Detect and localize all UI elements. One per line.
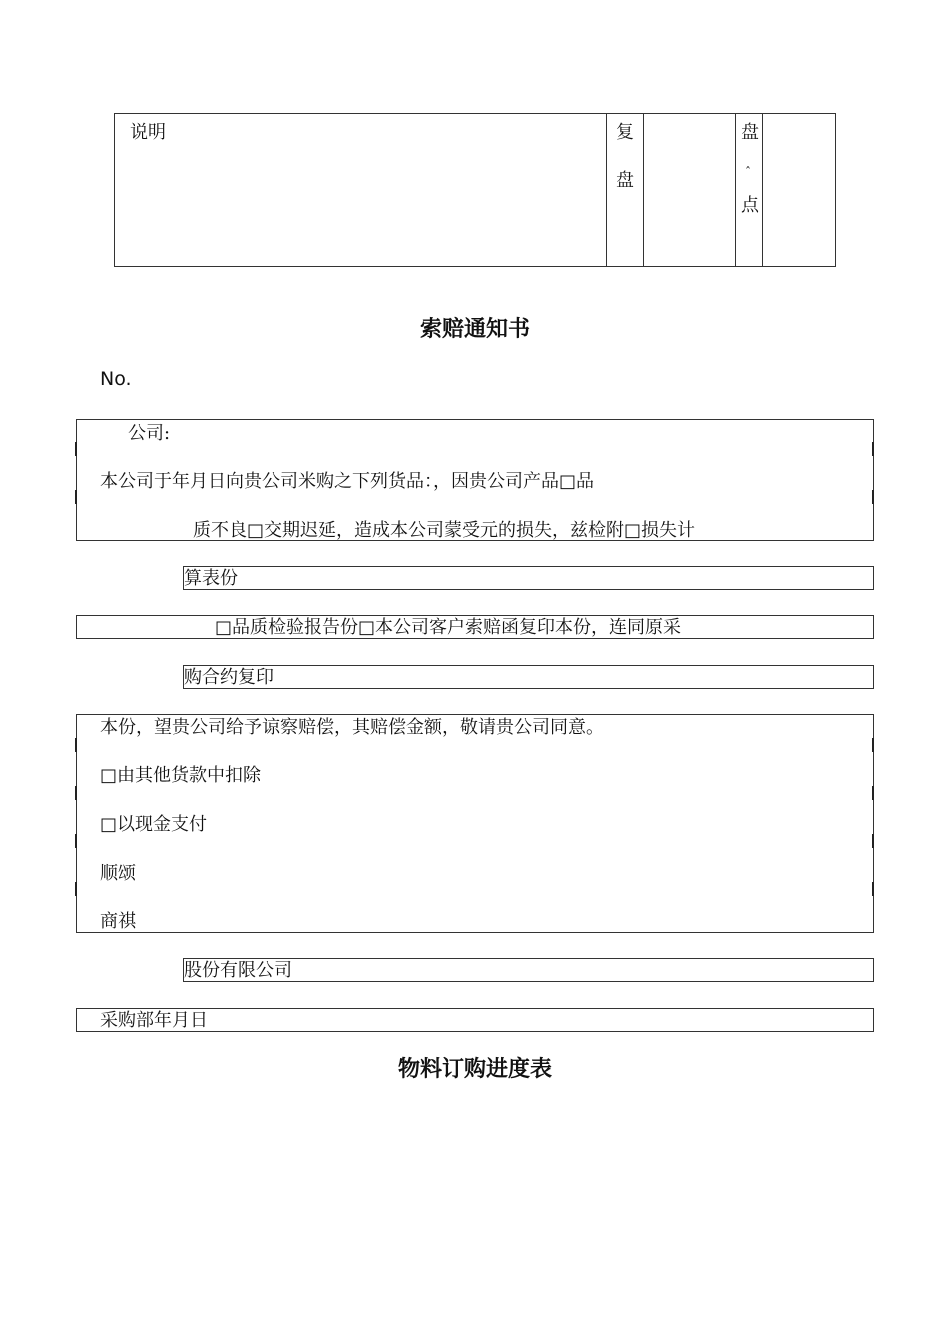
count-label-mark: ˆ bbox=[745, 165, 751, 179]
company-suffix: 股份有限公司 bbox=[184, 960, 292, 981]
box1-tick-right-a bbox=[872, 442, 874, 456]
notice-number-label: No. bbox=[100, 368, 132, 390]
next-section-title: 物料订购进度表 bbox=[397, 1057, 552, 1082]
top-table-divider-4 bbox=[762, 113, 763, 267]
notice-line-4: □品质检验报告份□本公司客户索赔函复印本份，连同原采 bbox=[215, 617, 682, 638]
option-deduct: □由其他货款中扣除 bbox=[100, 765, 262, 786]
box5-tick-left-c bbox=[75, 834, 77, 848]
box1-tick-right-b bbox=[872, 490, 874, 504]
closing-line-2: 商祺 bbox=[100, 911, 136, 932]
company-label: 公司: bbox=[128, 423, 171, 444]
box1-tick-left-b bbox=[75, 490, 77, 504]
closing-line-1: 顺颂 bbox=[100, 863, 136, 884]
box1-tick-left-a bbox=[75, 442, 77, 456]
box5-tick-right-d bbox=[872, 882, 874, 896]
top-table-divider-2 bbox=[643, 113, 644, 267]
notice-box-2 bbox=[183, 566, 874, 590]
notice-line-2: 质不良□交期迟延，造成本公司蒙受元的损失，兹检附□损失计 bbox=[193, 520, 696, 541]
top-table-divider-1 bbox=[606, 113, 607, 267]
notice-line-5: 购合约复印 bbox=[184, 667, 274, 688]
box5-tick-left-a bbox=[75, 738, 77, 752]
notice-line-6: 本份，望贵公司给予谅察赔偿，其赔偿金额，敬请贵公司同意。 bbox=[100, 717, 604, 738]
box5-tick-left-d bbox=[75, 882, 77, 896]
option-cash: □以现金支付 bbox=[100, 814, 208, 835]
notice-box-4 bbox=[183, 665, 874, 689]
count-label-line1: 盘 bbox=[741, 122, 759, 143]
department-date: 采购部年月日 bbox=[100, 1010, 208, 1031]
review-label-line2: 盘 bbox=[616, 170, 634, 191]
notice-line-3: 算表份 bbox=[184, 568, 238, 589]
top-table-divider-3 bbox=[735, 113, 736, 267]
box5-tick-right-a bbox=[872, 738, 874, 752]
top-table bbox=[114, 113, 836, 267]
box5-tick-left-b bbox=[75, 786, 77, 800]
count-label-line2: 点 bbox=[741, 195, 759, 216]
notice-line-1: 本公司于年月日向贵公司米购之下列货品：，因贵公司产品□品 bbox=[100, 471, 595, 492]
description-label: 说明 bbox=[130, 122, 166, 143]
box5-tick-right-c bbox=[872, 834, 874, 848]
review-label-line1: 复 bbox=[616, 122, 634, 143]
notice-title: 索赔通知书 bbox=[419, 317, 530, 342]
box5-tick-right-b bbox=[872, 786, 874, 800]
